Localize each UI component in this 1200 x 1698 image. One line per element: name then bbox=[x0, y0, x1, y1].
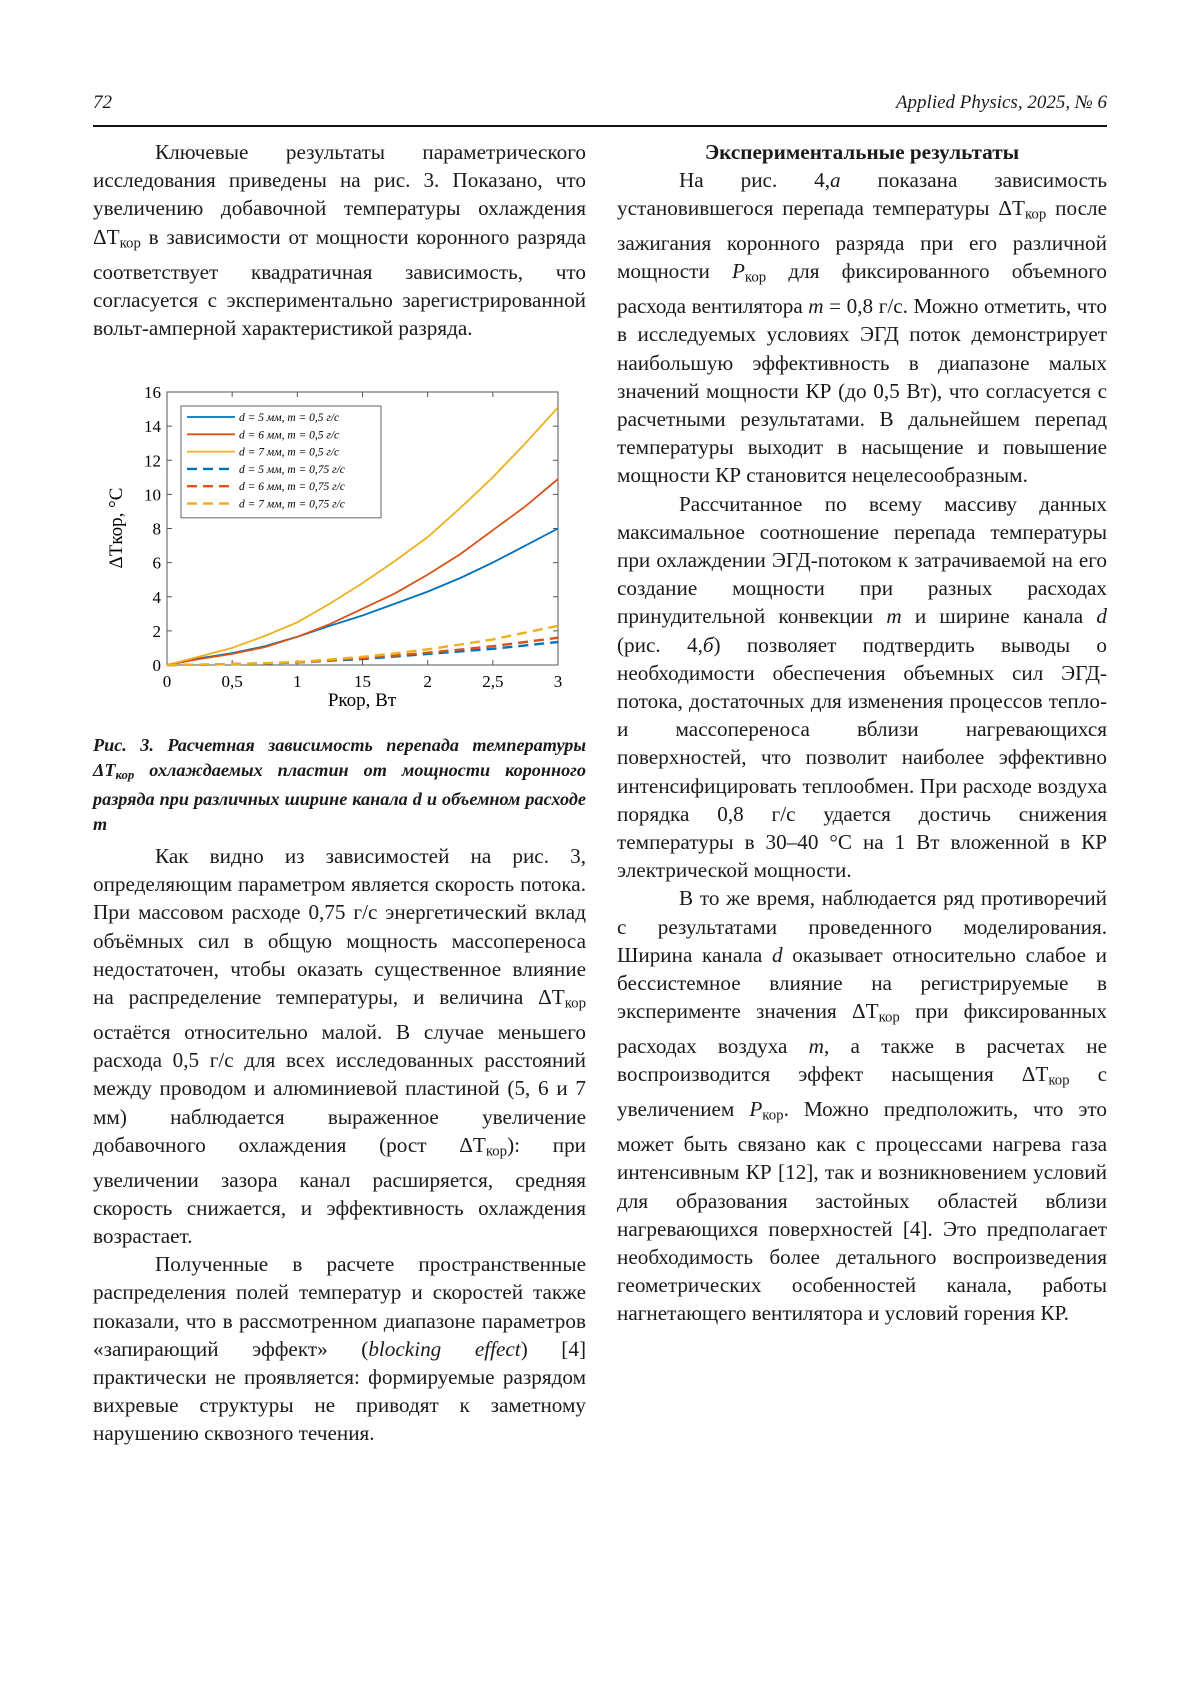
svg-text:2: 2 bbox=[423, 672, 432, 691]
paragraph-parametric-results: Ключевые результаты параметрического исследования приведены на рис. 3. Показано, что увеличению добавочной температуры охлаждения $\Delta T_{кор}$ в зависимости от мощности коронного разряда соответствует квадратичная зависимость, что согласуется с экспериментально зарегистрированной вольт-амперной характеристикой разряда. bbox=[93, 140, 586, 340]
svg-text:1: 1 bbox=[293, 672, 302, 691]
paragraph-contradictions: В то же время, наблюдается ряд противоречий с результатами проведенного моделирования. Ширина канала d оказывает относительно слабое и бессистемное влияние на регистрируемые в эксперименте значения $\Delta T_{кор}$ при фиксированных расходах воздуха m, а также в расчетах не воспроизводится эффект насыщения $\Delta T_{кор}$ с увеличением $P_{кор}$. Можно предположить, что это может быть связано как с процессами нагрева газа интенсивным КР [12], так и возникновением условий для образования застойных областей вблизи нагревающихся поверхностей [4]. Это предполагает необходимость более детального воспроизведения геометрических особенностей канала, работы нагнетающего вентилятора и условий горения КР. bbox=[617, 886, 1108, 1326]
left-column-top bbox=[93, 138, 586, 342]
paragraph-fig4b: Рассчитанное по всему массиву данных максимальное соотношение перепада температуры при охлаждении ЭГД-потоком к затрачиваемой на его создание мощности при разных расходах принудительной конвекции m и ширине канала d (рис. 4,б) позволяет подтвердить выводы о необходимости обеспечения объемных сил ЭГД-потока, достаточных для изменения процессов тепло- и массопереноса вблизи нагревающихся поверхностей, что позволит наиболее эффективно интенсифицировать теплообмен. При расходе воздуха порядка 0,8 г/с удается достичь снижения температуры в 30–40 °C на 1 Вт вложенной в КР электрической мощности. bbox=[617, 491, 1107, 883]
delta-t-symbol: $\Delta T_{кор}$ bbox=[93, 224, 141, 252]
svg-text:d = 5 мм, m = 0,75 г/с: d = 5 мм, m = 0,75 г/с bbox=[239, 463, 345, 476]
header-rule bbox=[93, 125, 1107, 127]
chart-legend bbox=[181, 406, 381, 518]
paragraph-flow-rate: Как видно из зависимостей на рис. 3, определяющим параметром является скорость потока. При массовом расходе 0,75 г/с энергетический вклад объёмных сил в общую мощность массопереноса недостаточен, чтобы оказать существенное влияние на распределение температуры, и величина $\Delta T_{кор}$ остаётся относительно малой. В случае меньшего расхода 0,5 г/с для всех исследованных расстояний между проводом и алюминиевой пластиной (5, 6 и 7 мм) наблюдается выраженное увеличение добавочного охлаждения (рост $\Delta T_{кор}$): при увеличении зазора канал расширяется, средняя скорость снижается, и эффективность охлаждения возрастает. bbox=[93, 844, 587, 1249]
running-header bbox=[93, 92, 1107, 120]
svg-text:0,5: 0,5 bbox=[221, 672, 243, 691]
svg-text:d = 5 мм, m = 0,5 г/с: d = 5 мм, m = 0,5 г/с bbox=[239, 412, 340, 424]
svg-text:8: 8 bbox=[152, 519, 161, 539]
journal-citation: Applied Physics, 2025, № 6 bbox=[895, 92, 1107, 113]
svg-text:0: 0 bbox=[162, 672, 172, 691]
svg-text:3: 3 bbox=[553, 672, 563, 691]
svg-text:15: 15 bbox=[354, 672, 371, 691]
svg-text:d = 7 мм, m = 0,5 г/с: d = 7 мм, m = 0,5 г/с bbox=[239, 446, 340, 459]
svg-text:d = 7 мм, m = 0,75 г/с: d = 7 мм, m = 0,75 г/с bbox=[239, 498, 345, 511]
page-number: 72 bbox=[93, 92, 112, 113]
svg-text:4: 4 bbox=[152, 587, 161, 607]
section-title: Экспериментальные результаты bbox=[704, 140, 1020, 164]
svg-text:14: 14 bbox=[144, 417, 161, 437]
svg-text:10: 10 bbox=[144, 485, 161, 505]
figure-3-caption: Рис. 3. Расчетная зависимость перепада температуры $\Delta T_{кор}$ охлаждаемых пластин от мощности коронного разряда при различных ширине канала d и объемном расходе m bbox=[93, 735, 586, 834]
right-column bbox=[617, 138, 1107, 1328]
x-axis-label: Pкор, Вт bbox=[327, 690, 397, 711]
svg-text:2: 2 bbox=[152, 621, 161, 641]
left-column-bottom bbox=[93, 842, 586, 1448]
svg-text:d = 6 мм, m = 0,5 г/с: d = 6 мм, m = 0,5 г/с bbox=[239, 429, 340, 442]
svg-text:12: 12 bbox=[144, 451, 161, 471]
paragraph-blocking-effect: Полученные в расчете пространственные распределения полей температур и скоростей также показали, что в рассмотренном диапазоне параметров «запирающий эффект» (blocking effect) [4] практически не проявляется: формируемые разрядом вихревые структуры не приводят к заметному нарушению сквозного течения. bbox=[93, 1252, 586, 1446]
paragraph-fig4a: На рис. 4,а показана зависимость установившегося перепада температуры $\Delta T_{кор}$ после зажигания коронного разряда при его различной мощности $P_{кор}$ для фиксированного объемного расхода вентилятора m = 0,8 г/с. Можно отметить, что в исследуемых условиях ЭГД поток демонстрирует наибольшую эффективность в диапазоне малых значений мощности КР (до 0,5 Вт), что согласуется с расчетными результатами. В дальнейшем перепад температуры выходит в насыщение и повышение мощности КР становится нецелесообразным. bbox=[617, 168, 1108, 488]
svg-text:0: 0 bbox=[152, 656, 161, 675]
svg-text:2,5: 2,5 bbox=[482, 672, 504, 691]
line-chart bbox=[100, 382, 580, 712]
svg-text:d = 6 мм, m = 0,75 г/с: d = 6 мм, m = 0,75 г/с bbox=[239, 481, 345, 494]
svg-text:16: 16 bbox=[144, 383, 161, 402]
svg-text:6: 6 bbox=[152, 553, 161, 573]
figure-3-chart bbox=[100, 382, 580, 712]
y-axis-label: ΔTкор, °C bbox=[106, 487, 127, 569]
